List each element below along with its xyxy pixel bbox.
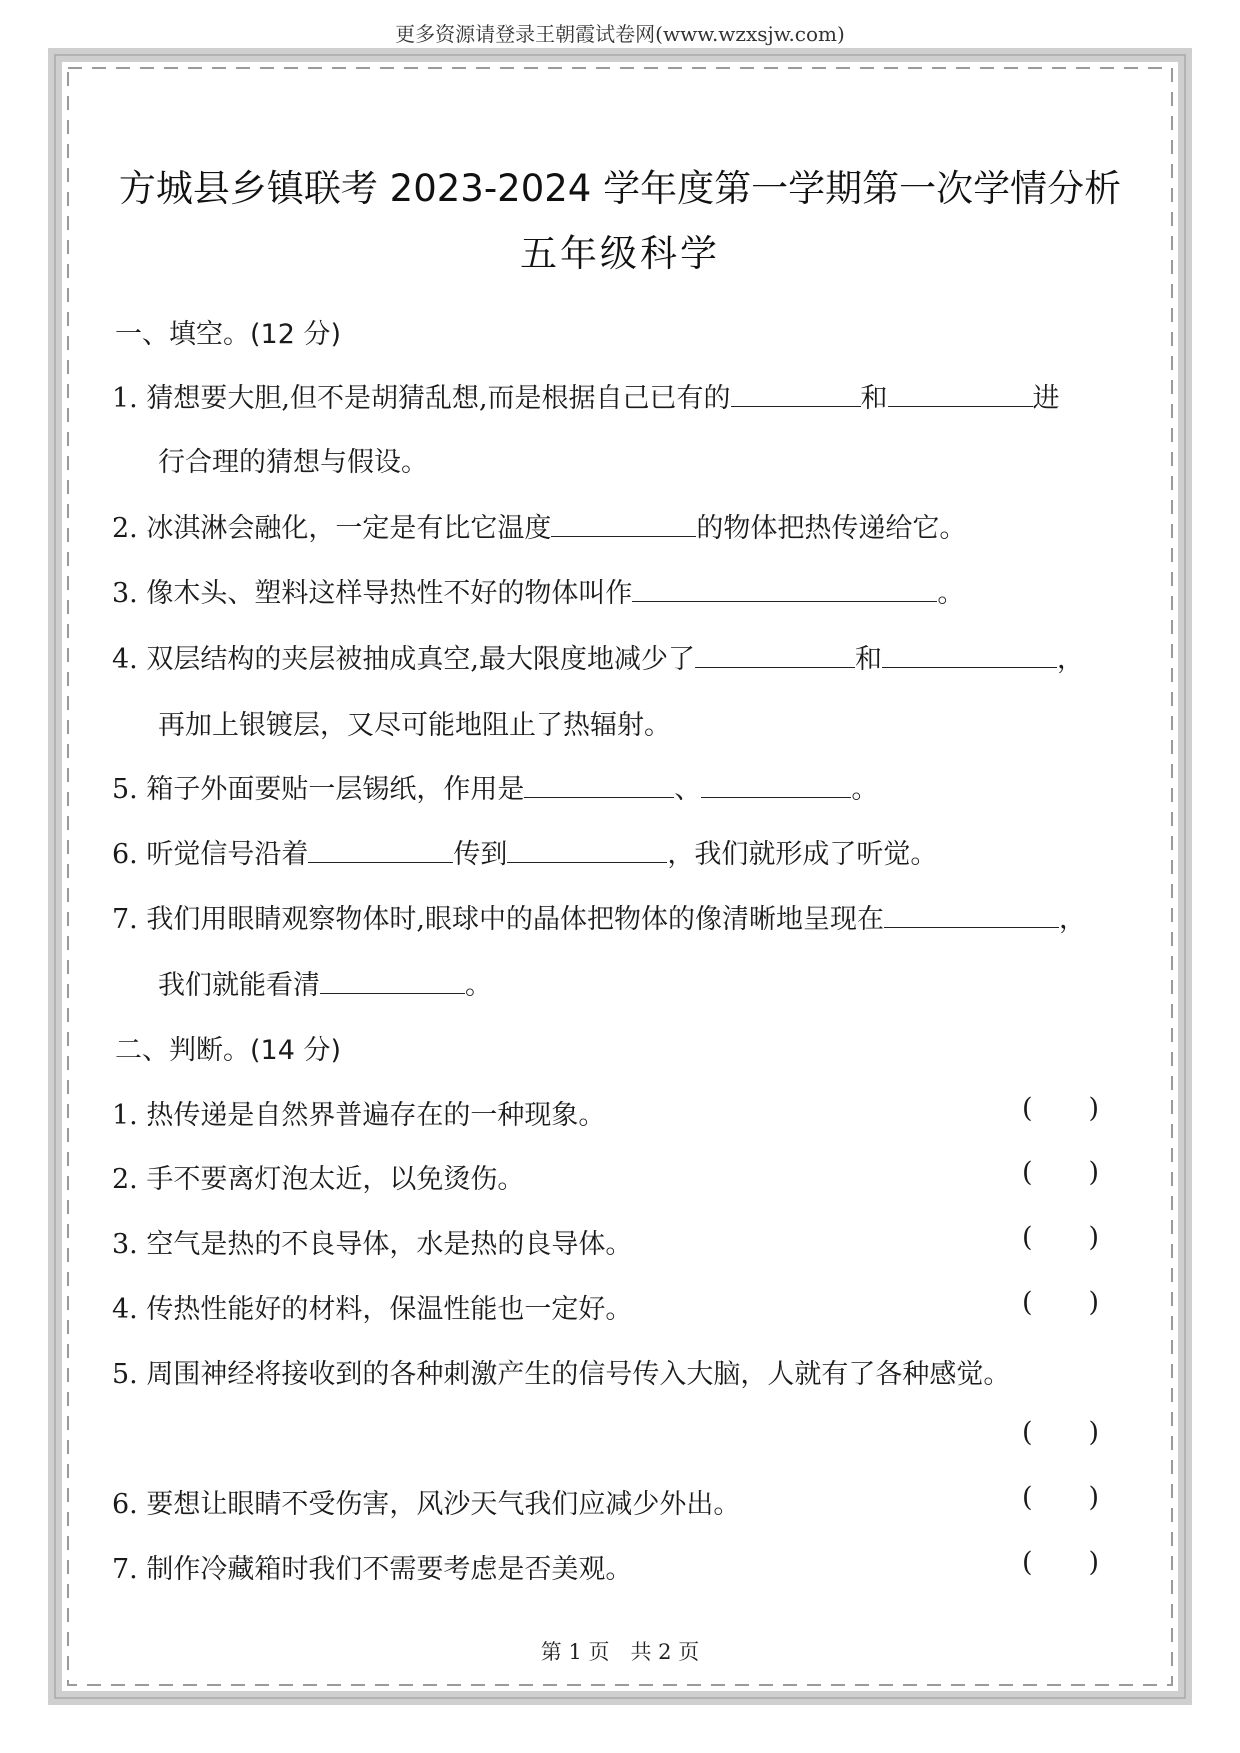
item-text: ， [1056,644,1084,675]
fill-item-3 [112,571,964,610]
fill-item-4-cont: 再加上银镀层，又尽可能地阻止了热辐射。 [158,710,671,741]
item-text: 。 [465,970,492,1001]
judge-item-7 [112,1547,632,1586]
item-number: 2. [112,1164,138,1195]
judge-item-5 [112,1352,1010,1391]
fill-item-2 [112,506,966,545]
item-text: 制作冷藏箱时我们不需要考虑是否美观。 [146,1554,633,1585]
item-text: 的物体把热传递给它。 [696,513,967,544]
paren-close: ) [1088,1547,1100,1578]
item-text: 。 [851,774,879,805]
answer-parentheses[interactable] [1022,1222,1099,1253]
fill-item-4 [112,637,1084,676]
answer-parentheses[interactable] [1022,1287,1099,1318]
paren-open: ( [1022,1222,1033,1253]
answer-blank[interactable] [888,378,1033,407]
item-text: 冰淇淋会融化，一定是有比它温度 [146,513,552,544]
item-text: 我们就能看清 [158,970,320,1001]
answer-blank[interactable] [695,639,855,668]
fill-item-6 [112,832,937,871]
item-text: 猜想要大胆,但不是胡猜乱想,而是根据自己已有的 [146,383,731,414]
answer-blank[interactable] [308,834,453,863]
item-number: 7. [112,1554,138,1585]
item-text: 热传递是自然界普遍存在的一种现象。 [146,1100,606,1131]
answer-blank[interactable] [884,899,1059,928]
item-text: 双层结构的夹层被抽成真空,最大限度地减少了 [146,644,695,675]
judge-item-6 [112,1482,740,1521]
answer-blank[interactable] [507,834,667,863]
answer-blank[interactable] [701,769,851,798]
fill-item-5 [112,767,878,806]
item-text: 要想让眼睛不受伤害，风沙天气我们应减少外出。 [146,1489,741,1520]
fill-item-1-cont: 行合理的猜想与假设。 [158,447,428,478]
item-number: 3. [112,1229,138,1260]
paren-open: ( [1022,1157,1033,1188]
item-text: 空气是热的不良导体，水是热的良导体。 [146,1229,633,1260]
page-footer: 第 1 页 共 2 页 [540,1640,700,1664]
answer-blank[interactable] [731,378,861,407]
judge-item-3 [112,1222,632,1261]
item-number: 3. [112,578,138,609]
paren-open: ( [1022,1417,1033,1448]
item-number: 2. [112,513,138,544]
item-text: 听觉信号沿着 [146,839,309,870]
paren-open: ( [1022,1482,1033,1513]
item-text: 像木头、塑料这样导热性不好的物体叫作 [146,578,633,609]
answer-blank[interactable] [632,573,937,602]
item-number: 1. [112,1100,138,1131]
answer-parentheses[interactable] [1022,1482,1099,1513]
answer-parentheses[interactable] [1022,1417,1099,1448]
header-note: 更多资源请登录王朝霞试卷网(www.wzxsjw.com) [395,22,845,46]
item-text: 箱子外面要贴一层锡纸，作用是 [146,774,525,805]
judge-item-4 [112,1287,632,1326]
fill-item-7-cont [158,963,492,1002]
paren-close: ) [1088,1157,1100,1188]
paren-close: ) [1088,1482,1100,1513]
fill-item-7 [112,897,1086,936]
paren-open: ( [1022,1547,1033,1578]
item-text: 周围神经将接收到的各种刺激产生的信号传入大脑，人就有了各种感觉。 [146,1359,1011,1390]
item-number: 1. [112,383,138,414]
item-number: 6. [112,1489,138,1520]
item-number: 4. [112,644,138,675]
paren-close: ) [1088,1287,1100,1318]
item-text: ，我们就形成了听觉。 [667,839,938,870]
item-number: 6. [112,839,138,870]
answer-parentheses[interactable] [1022,1093,1099,1124]
item-number: 5. [112,774,138,805]
answer-blank[interactable] [524,769,674,798]
item-number: 7. [112,904,138,935]
item-text: 传热性能好的材料，保温性能也一定好。 [146,1294,633,1325]
paren-close: ) [1088,1093,1100,1124]
judge-item-2 [112,1157,524,1196]
item-text: 和 [854,644,882,675]
paren-close: ) [1088,1417,1100,1448]
title-line-2: 五年级科学 [520,232,720,275]
item-text: 传到 [453,839,508,870]
item-number: 4. [112,1294,138,1325]
paren-close: ) [1088,1222,1100,1253]
title-line-1: 方城县乡镇联考 2023-2024 学年度第一学期第一次学情分析 [118,167,1122,210]
paren-open: ( [1022,1287,1033,1318]
item-text: 和 [860,383,888,414]
item-text: 手不要离灯泡太近，以免烫伤。 [146,1164,525,1195]
item-text: ， [1058,904,1086,935]
answer-parentheses[interactable] [1022,1547,1099,1578]
paren-open: ( [1022,1093,1033,1124]
answer-blank[interactable] [320,965,465,994]
section-2-heading: 二、判断。(14 分) [115,1035,342,1066]
judge-item-1 [112,1093,605,1132]
item-number: 5. [112,1359,138,1390]
item-text: 。 [937,578,965,609]
section-1-heading: 一、填空。(12 分) [115,319,342,350]
answer-blank[interactable] [551,508,696,537]
item-text: 我们用眼睛观察物体时,眼球中的晶体把物体的像清晰地呈现在 [146,904,884,935]
item-text: 、 [674,774,702,805]
fill-item-1 [112,376,1060,415]
answer-parentheses[interactable] [1022,1157,1099,1188]
answer-blank[interactable] [882,639,1057,668]
item-text: 进 [1032,383,1060,414]
